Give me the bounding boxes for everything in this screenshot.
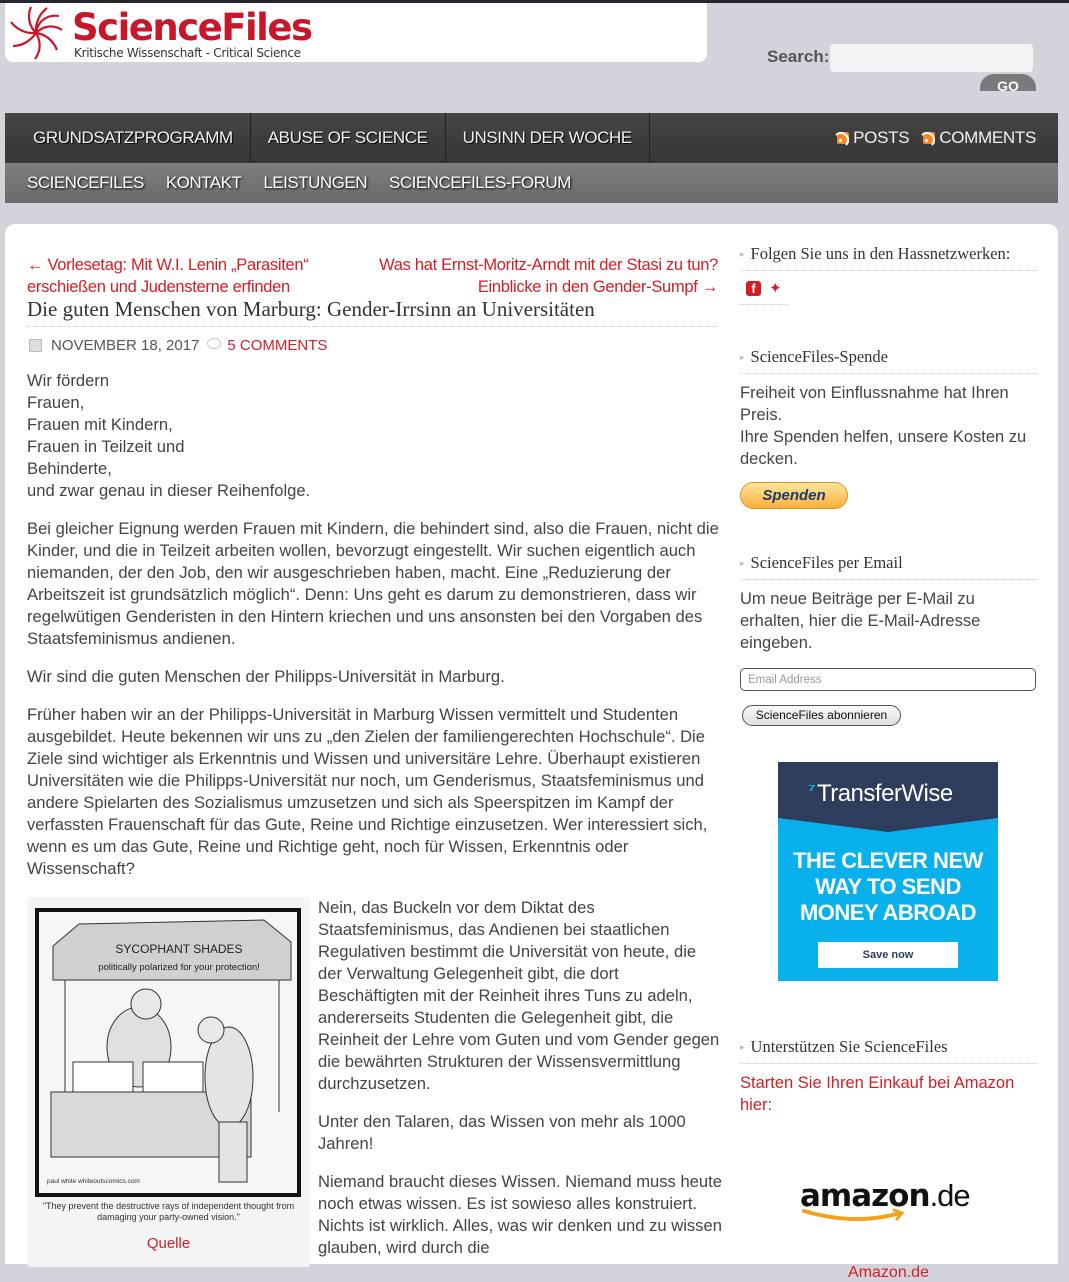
article-paragraph: Nein, das Buckeln vor dem Diktat des Staatsfeminismus, das Andienen bei staatlichen Regulativen bestimmt die Universität von heute, die der Verwaltung Gelegenheit gibt, die dort Beschäftigten mit der Reinheit ihres Tuns zu adeln, andererseits Studenten die Gelegenheit gibt, die Reinheit der Lehre vom Guten und vom Gender gegen die bewährten Strukturen der Wissensvermittlung durchzusetzen. xyxy=(318,898,720,1093)
twitter-icon[interactable]: ✦ xyxy=(769,280,782,297)
bullet-icon: ▸ xyxy=(740,1041,745,1052)
widget-title xyxy=(740,1037,1037,1064)
site-logo[interactable] xyxy=(5,3,707,62)
email-widget-title: ScienceFiles per Email xyxy=(750,553,903,572)
cartoon-image xyxy=(35,908,301,1197)
article-paragraph: Früher haben wir an der Philipps-Universität in Marburg Wissen vermittelt und Studenten ausgebildet. Heute bekennen wir uns zu „den Zielen der familiengerechten Hochschule“. Die Ziele sind wichtiger als Erkenntnis und Wissen und universitäre Lehre. Überhaupt existieren Universitäten wie die Philipps-Universität nur noch, um Genderismus, Staatsfeminismus und andere Spielarten des Sozialismus umzusetzen und sich als Speerspitzen im Kampf der verfassten Frauenschaft für das Gute, Reine und Richtige einzusetzen. Wer interessiert sich, wenn es um das Gute, Reine und Richtige geht, noch für Wissen, Erkenntnis oder Wissenschaft? xyxy=(27,705,708,878)
email-widget xyxy=(740,553,1037,726)
rss-icon xyxy=(923,132,935,144)
nav-item-sciencefiles-forum[interactable]: SCIENCEFILES-FORUM xyxy=(388,173,571,192)
facebook-icon[interactable]: f xyxy=(746,281,761,296)
transferwise-logo-icon: ⁷ xyxy=(808,780,815,800)
intro-line: Frauen mit Kindern, xyxy=(27,415,173,434)
social-widget-title: Folgen Sie uns in den Hassnetzwerken: xyxy=(750,244,1011,263)
email-text: Um neue Beiträge per E-Mail zu erhalten, hier die E-Mail-Adresse eingeben. xyxy=(740,590,981,652)
widget-title xyxy=(740,553,1037,580)
nav-item-abuse-of-science[interactable]: ABUSE OF SCIENCE xyxy=(251,113,446,163)
amazon-smile-icon xyxy=(800,1208,920,1224)
bullet-icon: ▸ xyxy=(740,351,745,362)
article-paragraph: Niemand braucht dieses Wissen. Niemand muss heute noch etwas wissen. Es ist sowieso alles konstruiert. Nichts ist wirklich. Alles, was wir denken und zu wissen glauben, wird durch die xyxy=(318,1172,722,1257)
comments-link[interactable]: 5 COMMENTS xyxy=(227,337,328,354)
amazon-de-link[interactable]: Amazon.de xyxy=(848,1264,929,1281)
source-link[interactable]: Quelle xyxy=(146,1235,191,1252)
subscribe-button[interactable]: ScienceFiles abonnieren xyxy=(742,705,901,726)
intro-line: Behinderte, xyxy=(27,459,112,478)
posts-feed-link[interactable] xyxy=(837,128,909,148)
intro-line: und zwar genau in dieser Reihenfolge. xyxy=(27,481,311,500)
donate-widget xyxy=(740,347,1037,509)
rss-icon xyxy=(837,132,849,144)
search-label: Search: xyxy=(767,47,830,66)
ad-brand xyxy=(808,780,953,808)
donate-button[interactable]: Spenden xyxy=(740,482,848,509)
logo-swirl-icon xyxy=(7,4,65,62)
donate-text xyxy=(740,382,1037,470)
article-paragraph: Bei gleicher Eignung werden Frauen mit Kindern, die behindert sind, also die Frauen, nicht die Kinder, und die in Teilzeit arbeiten wollen, bevorzugt eingestellt. Wir suchen eigentlich auch niemanden, der den Job, den wir ausgeschrieben haben, macht. Eine „Reduzierung der Arbeitszeit ist grundsätzlich möglich“. Denn: Uns geht es darum zu demonstrieren, dass wir regelwütigen Genderisten in den Hintern kriechen und uns ansonsten bei den Vorgaben des Staatsfeminismus andienen. xyxy=(27,519,719,648)
widget-title xyxy=(740,244,1037,271)
nav-item-kontakt[interactable]: KONTAKT xyxy=(165,173,242,192)
article-body xyxy=(27,370,722,896)
site-subtitle: Kritische Wissenschaft - Critical Science xyxy=(74,46,301,60)
cartoon-caption: "They prevent the destructive rays of independent thought from damaging your party-owned vision." xyxy=(42,1201,295,1222)
comments-feed-label: COMMENTS xyxy=(939,128,1036,147)
post-meta xyxy=(29,337,327,354)
comment-bubble-icon xyxy=(207,338,221,349)
transferwise-ad[interactable] xyxy=(778,762,998,981)
donate-text-line: Freiheit von Einflussnahme hat Ihren Preis. xyxy=(740,384,1009,424)
post-title: Die guten Menschen von Marburg: Gender-Irrsinn an Universitäten xyxy=(27,296,717,327)
article-paragraph: Unter den Talaren, das Wissen von mehr als 1000 Jahren! xyxy=(318,1112,686,1153)
bullet-icon: ▸ xyxy=(740,248,745,259)
social-widget xyxy=(740,244,1037,305)
site-title: ScienceFiles xyxy=(72,6,312,49)
nav-item-sciencefiles[interactable]: SCIENCEFILES xyxy=(27,173,144,192)
search-input[interactable] xyxy=(830,44,1033,72)
nav-item-grundsatzprogramm[interactable]: GRUNDSATZPROGRAMM xyxy=(5,113,251,163)
sign-subtitle: politically polarized for your protection! xyxy=(98,962,260,973)
feed-links xyxy=(823,113,1058,163)
article-body-continued xyxy=(318,897,723,1275)
amazon-logo-tld: .de xyxy=(929,1178,970,1213)
email-address-input[interactable] xyxy=(740,668,1036,691)
amazon-logo-word: amazon xyxy=(800,1178,930,1214)
cartoon-credit: paul white whiteoutscomics.com xyxy=(47,1178,140,1185)
ad-headline: THE CLEVER NEW WAY TO SEND MONEY ABROAD xyxy=(793,848,983,925)
primary-nav xyxy=(5,113,1058,163)
ad-save-now-button[interactable]: Save now xyxy=(818,942,958,968)
next-post-link[interactable]: Was hat Ernst-Moritz-Arndt mit der Stasi zu tun? Einblicke in den Gender-Sumpf → xyxy=(379,256,718,296)
nav-item-leistungen[interactable]: LEISTUNGEN xyxy=(263,173,367,192)
bullet-icon: ▸ xyxy=(740,557,745,568)
article-paragraph: Wir sind die guten Menschen der Philipps-Universität in Marburg. xyxy=(27,667,505,686)
sidebar xyxy=(740,244,1037,1282)
calendar-icon xyxy=(29,339,42,352)
comments-feed-link[interactable] xyxy=(923,128,1036,148)
intro-list xyxy=(27,370,722,502)
post-date: NOVEMBER 18, 2017 xyxy=(51,337,200,354)
intro-line: Frauen in Teilzeit und xyxy=(27,437,185,456)
intro-line: Wir fördern xyxy=(27,371,110,390)
posts-feed-label: POSTS xyxy=(853,128,910,147)
amazon-logo[interactable] xyxy=(800,1178,980,1238)
cartoon-figure xyxy=(27,897,310,1267)
widget-title xyxy=(740,347,1037,374)
secondary-nav xyxy=(5,163,1058,203)
amazon-widget xyxy=(740,1037,1037,1282)
donate-widget-title: ScienceFiles-Spende xyxy=(750,347,888,366)
social-icons xyxy=(740,281,788,305)
previous-post-link[interactable]: ← Vorlesetag: Mit W.I. Lenin „Parasiten“ erschießen und Judensterne erfinden xyxy=(27,256,309,296)
main-navigation xyxy=(5,113,1058,203)
donate-text-line: Ihre Spenden helfen, unsere Kosten zu decken. xyxy=(740,428,1027,468)
content-area xyxy=(5,224,1058,1281)
amazon-widget-title: Unterstützen Sie ScienceFiles xyxy=(750,1037,948,1056)
nav-item-unsinn-der-woche[interactable]: UNSINN DER WOCHE xyxy=(446,113,650,163)
intro-line: Frauen, xyxy=(27,393,85,412)
amazon-link-text[interactable]: Starten Sie Ihren Einkauf bei Amazon hier: xyxy=(740,1074,1015,1114)
ad-brand-name: TransferWise xyxy=(816,780,953,807)
sign-title: SYCOPHANT SHADES xyxy=(115,942,243,956)
search-go-button[interactable]: GO xyxy=(980,74,1036,91)
